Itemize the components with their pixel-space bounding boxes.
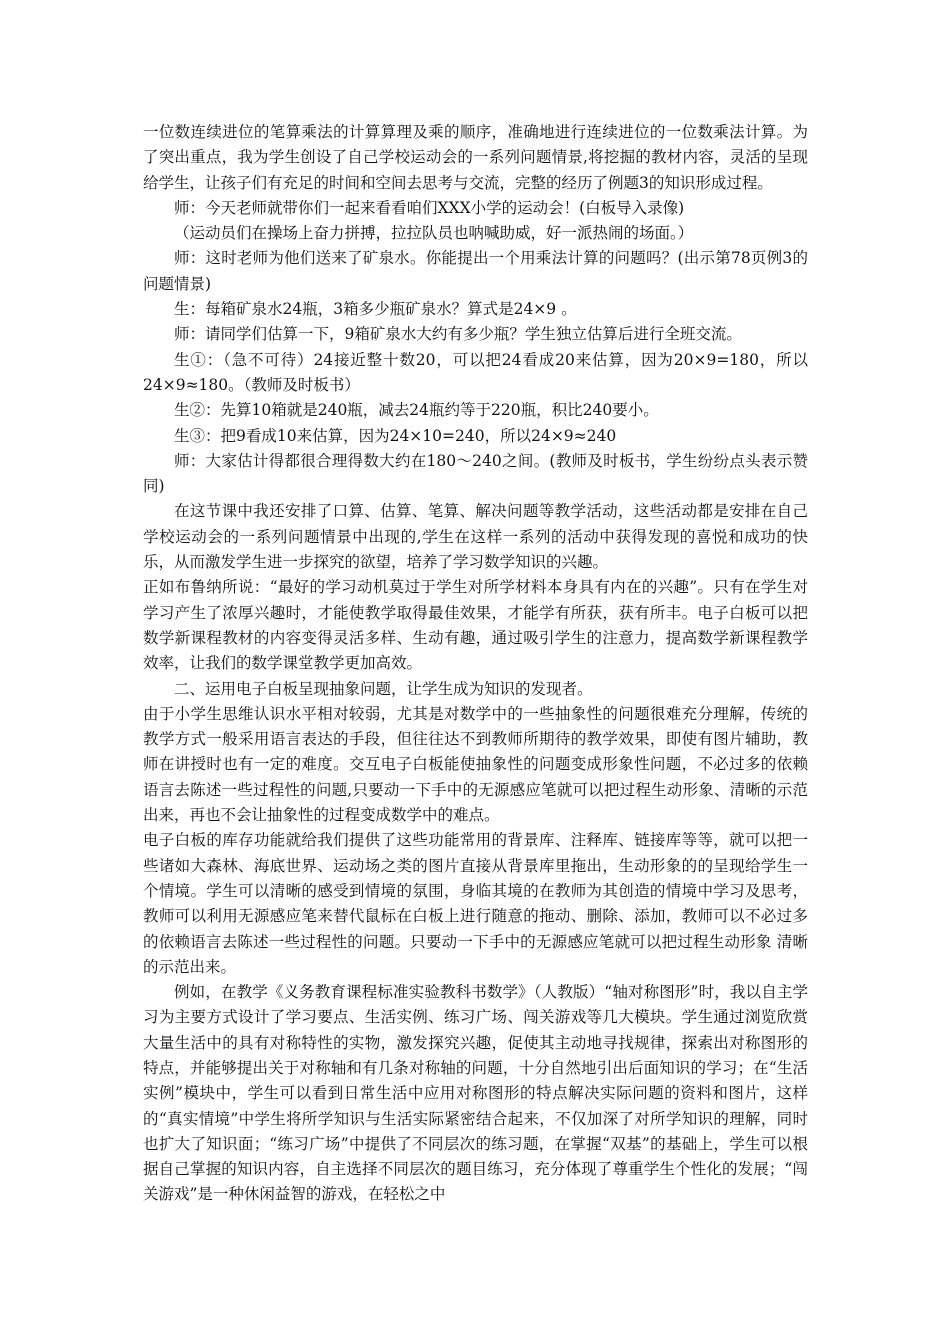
paragraph: （运动员们在操场上奋力拼搏，拉拉队员也呐喊助威，好一派热闹的场面。） <box>174 224 694 243</box>
paragraph: 师：大家估计得都很合理得数大约在180～240之间。(教师及时板书，学生纷纷点头表示赞同) <box>143 451 808 496</box>
paragraph: 生③：把9看成10来估算，因为24×10=240，所以24×9≈240 <box>174 426 617 445</box>
paragraph: 一位数连续进位的笔算乘法的计算算理及乘的顺序，准确地进行连续进位的一位数乘法计算。为了突出重点，我为学生创设了自己学校运动会的一系列问题情景,将挖掘的教材内容，灵活的呈现给学生，让孩子们有充足的时间和空间去思考与交流，完整的经历了例题3的知识形成过程。 <box>143 123 808 192</box>
paragraph: 生①：（急不可待）24接近整十数20，可以把24看成20来估算，因为20×9=180，所以24×9≈180。（教师及时板书） <box>143 350 808 394</box>
document-body <box>143 120 808 1208</box>
paragraph: 由于小学生思维认识水平相对较弱，尤其是对数学中的一些抽象性的问题很难充分理解，传统的教学方式一般采用语言表达的手段，但往往达不到教师所期待的教学效果，即使有图片辅助，教师在讲授时也有一定的难度。交互电子白板能使抽象性的问题变成形象性问题，不必过多的依赖语言去陈述一些过程性的问题,只要动一下手中的无源感应笔就可以把过程生动形象、清晰的示范出来，再也不会让抽象性的过程变成数学中的难点。 <box>143 704 808 825</box>
paragraph: 在这节课中我还安排了口算、估算、笔算、解决问题等教学活动，这些活动都是安排在自己学校运动会的一系列问题情景中出现的,学生在这样一系列的活动中获得发现的喜悦和成功的快乐，从而激发学生进一步探究的欲望，培养了学习数学知识的兴趣。 <box>143 502 808 572</box>
section-heading: 二、运用电子白板呈现抽象问题，让学生成为知识的发现者。 <box>174 679 593 698</box>
paragraph: 电子白板的库存功能就给我们提供了这些功能常用的背景库、注释库、链接库等等，就可以把一些诸如大森林、海底世界、运动场之类的图片直接从背景库里拖出，生动形象的的呈现给学生一个情境。学生可以清晰的感受到情境的氛围，身临其境的在教师为其创造的情境中学习及思考，教师可以利用无源感应笔来替代鼠标在白板上进行随意的拖动、删除、添加，教师可以不必过多的依赖语言去陈述一些过程性的问题。只要动一下手中的无源感应笔就可以把过程生动形象 清晰的示范出来。 <box>143 831 808 976</box>
paragraph: 师：请同学们估算一下，9箱矿泉水大约有多少瓶？学生独立估算后进行全班交流。 <box>174 325 742 344</box>
paragraph: 例如，在教学《义务教育课程标准实验教科书数学》（人教版）“轴对称图形”时，我以自主学习为主要方式设计了学习要点、生活实例、练习广场、闯关游戏等几大模块。学生通过浏览欣赏大量生活中的具有对称特性的实物，激发探究兴趣，促使其主动地寻找规律，探索出对称图形的特点，并能够提出关于对称轴和有几条对称轴的问题，十分自然地引出后面知识的学习；在“生活实例”模块中，学生可以看到日常生活中应用对称图形的特点解决实际问题的资料和图片，这样的“真实情境”中学生将所学知识与生活实际紧密结合起来，不仅加深了对所学知识的理解，同时也扩大了知识面；“练习广场”中提供了不同层次的练习题，在掌握“双基”的基础上，学生可以根据自己掌握的知识内容，自主选择不同层次的题目练习，充分体现了尊重学生个性化的发展；“闯关游戏”是一种休闲益智的游戏，在轻松之中 <box>143 983 808 1204</box>
paragraph: 正如布鲁纳所说：“最好的学习动机莫过于学生对所学材料本身具有内在的兴趣”。只有在学生对学习产生了浓厚兴趣时，才能使教学取得最佳效果，才能学有所获，获有所丰。电子白板可以把数学新课程教材的内容变得灵活多样、生动有趣，通过吸引学生的注意力，提高数学新课程教学效率，让我们的数学课堂教学更加高效。 <box>143 578 808 673</box>
paragraph: 师：今天老师就带你们一起来看看咱们XXX小学的运动会！(白板导入录像) <box>174 198 685 217</box>
paragraph: 生②：先算10箱就是240瓶，减去24瓶约等于220瓶，积比240要小。 <box>174 401 659 420</box>
paragraph: 师：这时老师为他们送来了矿泉水。你能提出一个用乘法计算的问题吗？(出示第78页例3的问题情景) <box>143 249 808 293</box>
paragraph: 生：每箱矿泉水24瓶，3箱多少瓶矿泉水？算式是24×9 。 <box>174 300 577 319</box>
